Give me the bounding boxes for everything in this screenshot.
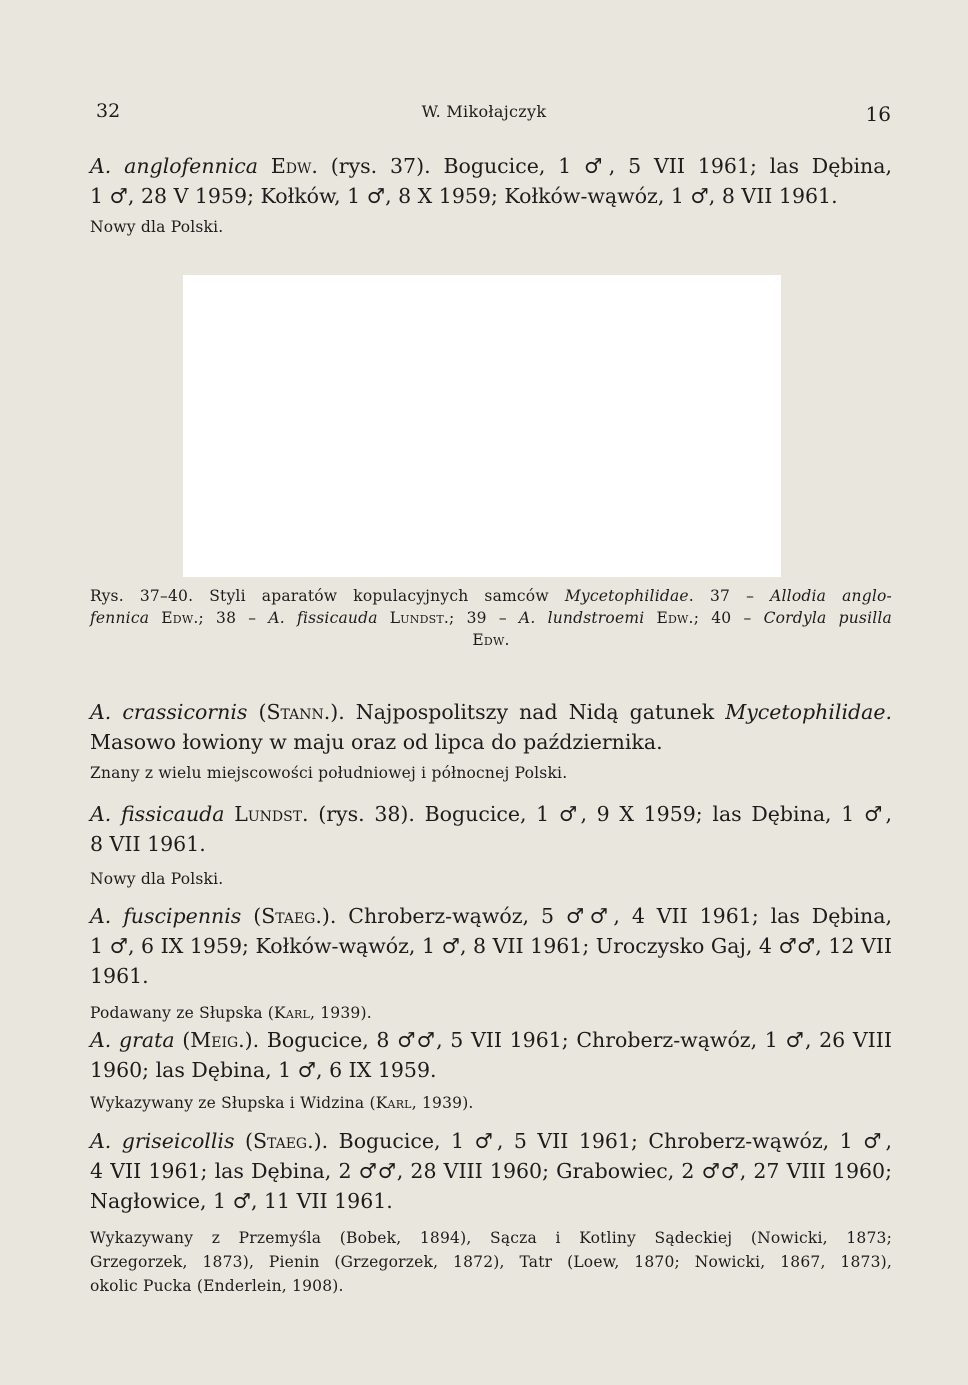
sheet-number: 16 — [865, 102, 891, 126]
species-name: A. griseicollis — [90, 1129, 235, 1153]
entry-line: . Najpospolitszy nad Nidą gatunek — [338, 700, 726, 724]
entry-text — [90, 799, 892, 859]
entry-text — [90, 1025, 892, 1085]
page-header — [0, 100, 968, 130]
species-author: (Staeg.) — [253, 904, 330, 928]
species-entry-fissicauda — [90, 799, 892, 891]
distribution-note: Wykazywany z Przemyśla (Bobek, 1894), Sącza i Kotliny Sądeckiej (Nowicki, 1873; Grzegorzek, 1873), Pienin (Grzegorzek, 1872), Tatr (Loew, 1870; Nowicki, 1867, 1873), okolic Pucka (Enderlein, 1908). — [90, 1229, 892, 1295]
species-author: (Stann.) — [258, 700, 339, 724]
distribution-note: Znany z wielu miejscowości południowej i północnej Polski. — [90, 764, 568, 782]
distribution-note: Wykazywany ze Słupska i Widzina (Karl, 1939). — [90, 1094, 474, 1112]
species-entry-anglofennica — [90, 151, 892, 239]
entry-line: . Bogucice, 8 ♂♂, 5 VII 1961; Chroberz-wąwóz, 1 ♂, 26 VIII — [252, 1028, 892, 1052]
running-head: W. Mikołajczyk — [421, 102, 547, 121]
distribution-note: Podawany ze Słupska (Karl, 1939). — [90, 1004, 372, 1022]
species-name: A. anglofennica — [90, 154, 258, 178]
distribution-note: Nowy dla Polski. — [90, 870, 224, 888]
figure-illustration — [183, 275, 781, 577]
entry-line: 1 ♂, 28 V 1959; Kołków, 1 ♂, 8 X 1959; Kołków-wąwóz, 1 ♂, 8 VII 1961. — [90, 184, 838, 208]
entry-line: 1 ♂, 6 IX 1959; Kołków-wąwóz, 1 ♂, 8 VII 1961; Uroczysko Gaj, 4 ♂♂, 12 VII — [90, 934, 892, 958]
entry-text — [90, 901, 892, 991]
entry-line: 8 VII 1961. — [90, 832, 206, 856]
entry-text — [90, 151, 892, 211]
figure-caption: Rys. 37–40. Styli aparatów kopulacyjnych samców Mycetophilidae. 37 – Allodia anglo- fennica Edw.; 38 – A. fissicauda Lundst.; 39 – A. lundstroemi Edw.; 40 – Cordyla pusilla Edw. — [90, 587, 892, 649]
entry-line: (rys. 38). Bogucice, 1 ♂, 9 X 1959; las Dębina, 1 ♂, — [308, 802, 893, 826]
species-entry-griseicollis — [90, 1126, 892, 1298]
species-author: Lundst. — [234, 802, 309, 826]
species-entry-grata — [90, 1025, 892, 1115]
species-author: (Staeg.) — [244, 1129, 322, 1153]
entry-line: Nagłowice, 1 ♂, 11 VII 1961. — [90, 1189, 393, 1213]
species-name: A. fissicauda — [90, 802, 225, 826]
entry-text — [90, 1126, 892, 1216]
species-name: A. fuscipennis — [90, 904, 242, 928]
species-entry-fuscipennis — [90, 901, 892, 1025]
entry-line: Masowo łowiony w maju oraz od lipca do października. — [90, 730, 663, 754]
distribution-note: Nowy dla Polski. — [90, 218, 224, 236]
species-name: A. crassicornis — [90, 700, 248, 724]
entry-line: 1960; las Dębina, 1 ♂, 6 IX 1959. — [90, 1058, 437, 1082]
entry-line: (rys. 37). Bogucice, 1 ♂, 5 VII 1961; las Dębina, — [317, 154, 892, 178]
entry-text: A. crassicornis (Stann.). Najpospolitszy nad Nidą gatunek Mycetophilidae. Masowo łowiony w maju oraz od lipca do października. — [90, 697, 892, 757]
page-number: 32 — [96, 100, 121, 122]
species-author: (Meig.) — [182, 1028, 253, 1052]
entry-line: 1961. — [90, 964, 149, 988]
species-author: Edw. — [270, 154, 318, 178]
species-name: A. grata — [90, 1028, 175, 1052]
entry-line: . Chroberz-wąwóz, 5 ♂♂, 4 VII 1961; las Dębina, — [329, 904, 892, 928]
species-entry-crassicornis — [90, 697, 892, 785]
entry-line: 4 VII 1961; las Dębina, 2 ♂♂, 28 VIII 1960; Grabowiec, 2 ♂♂, 27 VIII 1960; — [90, 1159, 892, 1183]
entry-line: . Bogucice, 1 ♂, 5 VII 1961; Chroberz-wąwóz, 1 ♂, — [321, 1129, 892, 1153]
